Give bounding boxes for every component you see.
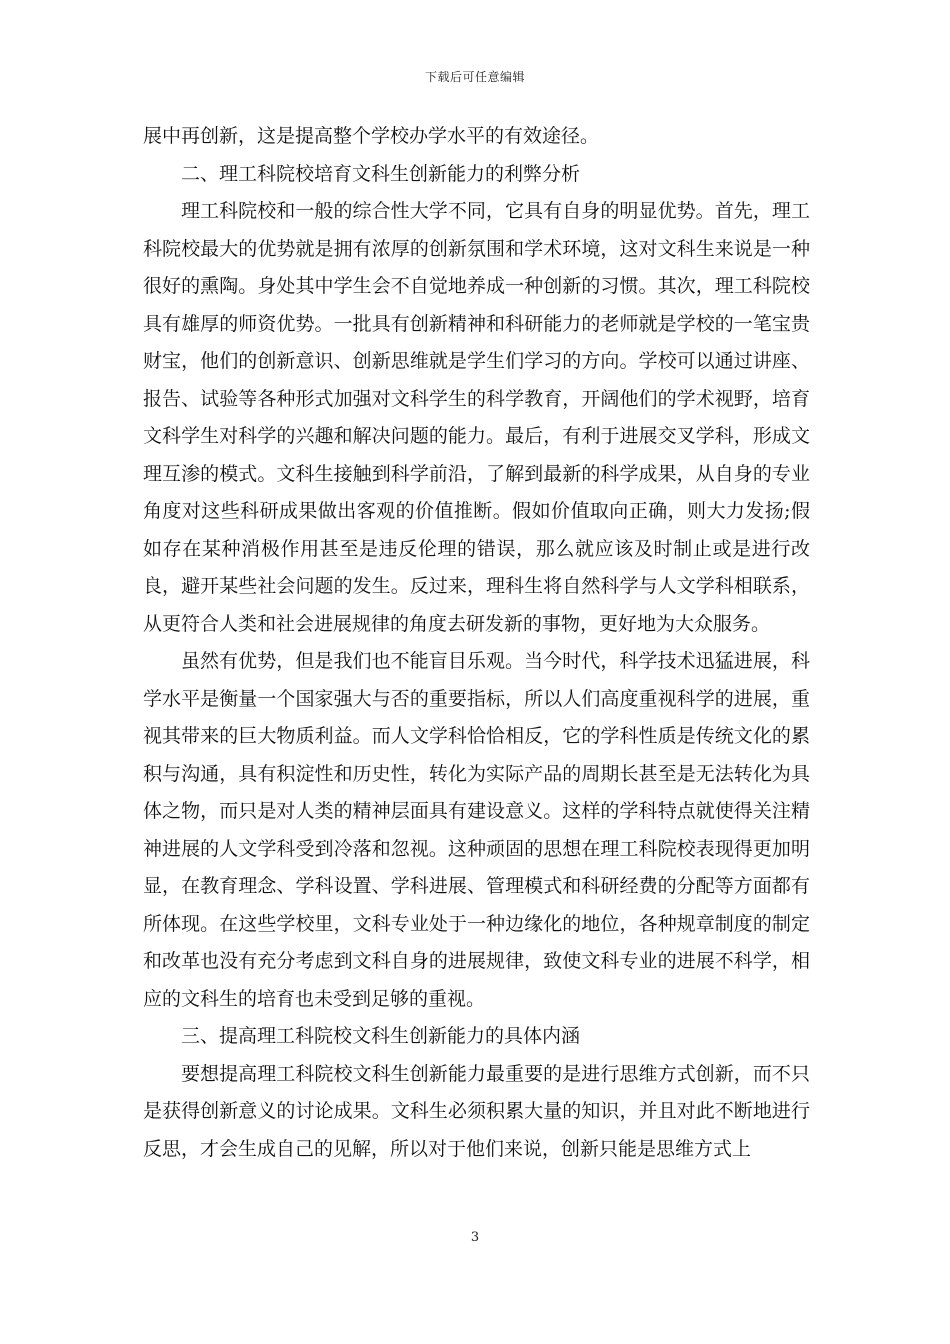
paragraph-disadvantages: 虽然有优势，但是我们也不能盲目乐观。当今时代，科学技术迅猛进展，科学水平是衡量一个国家强大与否的重要指标，所以人们高度重视科学的进展，重视其带来的巨大物质利益。而人文学科恰恰相反，它的学科性质是传统文化的累积与沟通，具有积淀性和历史性，转化为实际产品的周期长甚至是无法转化为具体之物，而只是对人类的精神层面具有建设意义。这样的学科特点就使得关注精神进展的人文学科受到冷落和忽视。这种顽固的思想在理工科院校表现得更加明显，在教育理念、学科设置、学科进展、管理模式和科研经费的分配等方面都有所体现。在这些学校里，文科专业处于一种边缘化的地位，各种规章制度的制定和改革也没有充分考虑到文科自身的进展规律，致使文科专业的进展不科学，相应的文科生的培育也未受到足够的重视。 (143, 650, 810, 1010)
section-heading-2: 二、理工科院校培育文科生创新能力的利弊分析 (181, 162, 581, 185)
page-number: 3 (470, 1230, 480, 1245)
section-heading-3: 三、提高理工科院校文科生创新能力的具体内涵 (181, 1025, 581, 1047)
document-body (143, 118, 810, 1168)
paragraph-continuation: 展中再创新，这是提高整个学校办学水平的有效途径。 (143, 125, 600, 147)
paragraph-advantages: 理工科院校和一般的综合性大学不同，它具有自身的明显优势。首先，理工科院校最大的优势就是拥有浓厚的创新氛围和学术环境，这对文科生来说是一种很好的熏陶。身处其中学生会不自觉地养成一种创新的习惯。其次，理工科院校具有雄厚的师资优势。一批具有创新精神和科研能力的老师就是学校的一笔宝贵财宝，他们的创新意识、创新思维就是学生们学习的方向。学校可以通过讲座、报告、试验等各种形式加强对文科学生的科学教育，开阔他们的学术视野，培育文科学生对科学的兴趣和解决问题的能力。最后，有利于进展交叉学科，形成文理互渗的模式。文科生接触到科学前沿，了解到最新的科学成果，从自身的专业角度对这些科研成果做出客观的价值推断。假如价值取向正确，则大力发扬;假如存在某种消极作用甚至是违反伦理的错误，那么就应该及时制止或是进行改良，避开某些社会问题的发生。反过来，理科生将自然科学与人文学科相联系，从更符合人类和社会进展规律的角度去研发新的事物，更好地为大众服务。 (143, 200, 810, 635)
page-header: 下载后可任意编辑 (424, 70, 525, 84)
paragraph-connotation: 要想提高理工科院校文科生创新能力最重要的是进行思维方式创新，而不只是获得创新意义的讨论成果。文科生必须积累大量的知识，并且对此不断地进行反思，才会生成自己的见解，所以对于他们来说，创新只能是思维方式上 (143, 1062, 810, 1160)
